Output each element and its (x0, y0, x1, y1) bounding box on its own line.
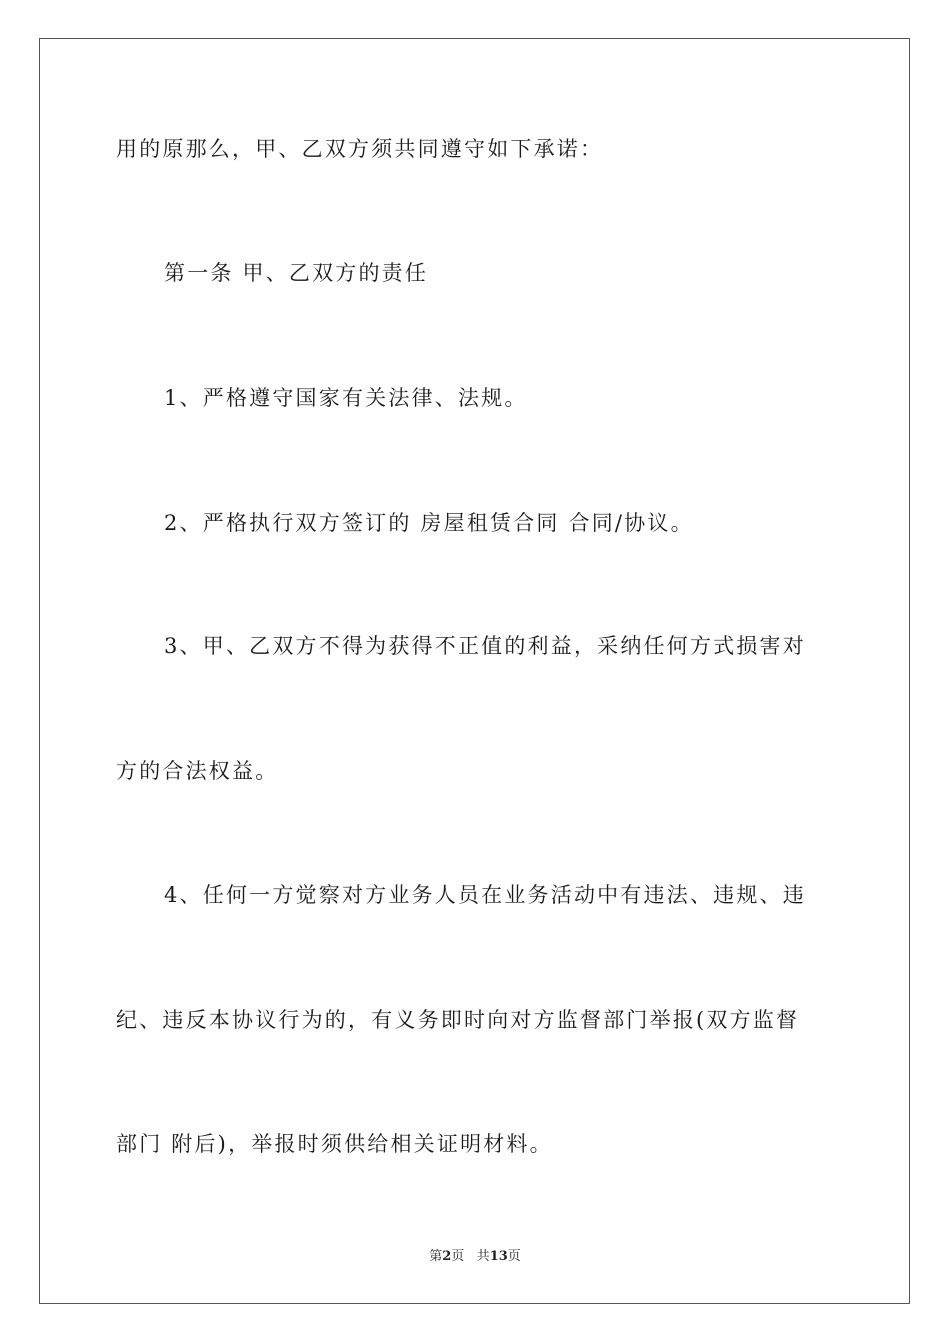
clause-4-continued-2: 部门 附后)，举报时须供给相关证明材料。 (116, 1132, 553, 1156)
paragraph-line-1: 用的原那么，甲、乙双方须共同遵守如下承诺： (116, 137, 604, 161)
clause-4-continued-1: 纪、违反本协议行为的，有义务即时向对方监督部门举报(双方监督 (116, 1008, 800, 1032)
clause-2: 2、严格执行双方签订的 房屋租赁合同 合同/协议。 (164, 511, 694, 535)
page-suffix: 页 (451, 1249, 465, 1264)
total-pages: 13 (489, 1249, 508, 1264)
clause-3-continued: 方的合法权益。 (116, 759, 279, 783)
article-heading: 第一条 甲、乙双方的责任 (164, 261, 429, 285)
total-prefix: 共 (476, 1249, 490, 1264)
page-border (39, 38, 910, 1304)
page-prefix: 第 (429, 1249, 443, 1264)
clause-4: 4、任何一方觉察对方业务人员在业务活动中有违法、违规、违 (164, 883, 806, 907)
total-suffix: 页 (507, 1249, 521, 1264)
clause-1: 1、严格遵守国家有关法律、法规。 (164, 386, 528, 410)
page-number: 2 (442, 1249, 452, 1264)
page-footer (0, 1250, 950, 1263)
clause-3: 3、甲、乙双方不得为获得不正值的利益，采纳任何方式损害对 (164, 634, 806, 658)
